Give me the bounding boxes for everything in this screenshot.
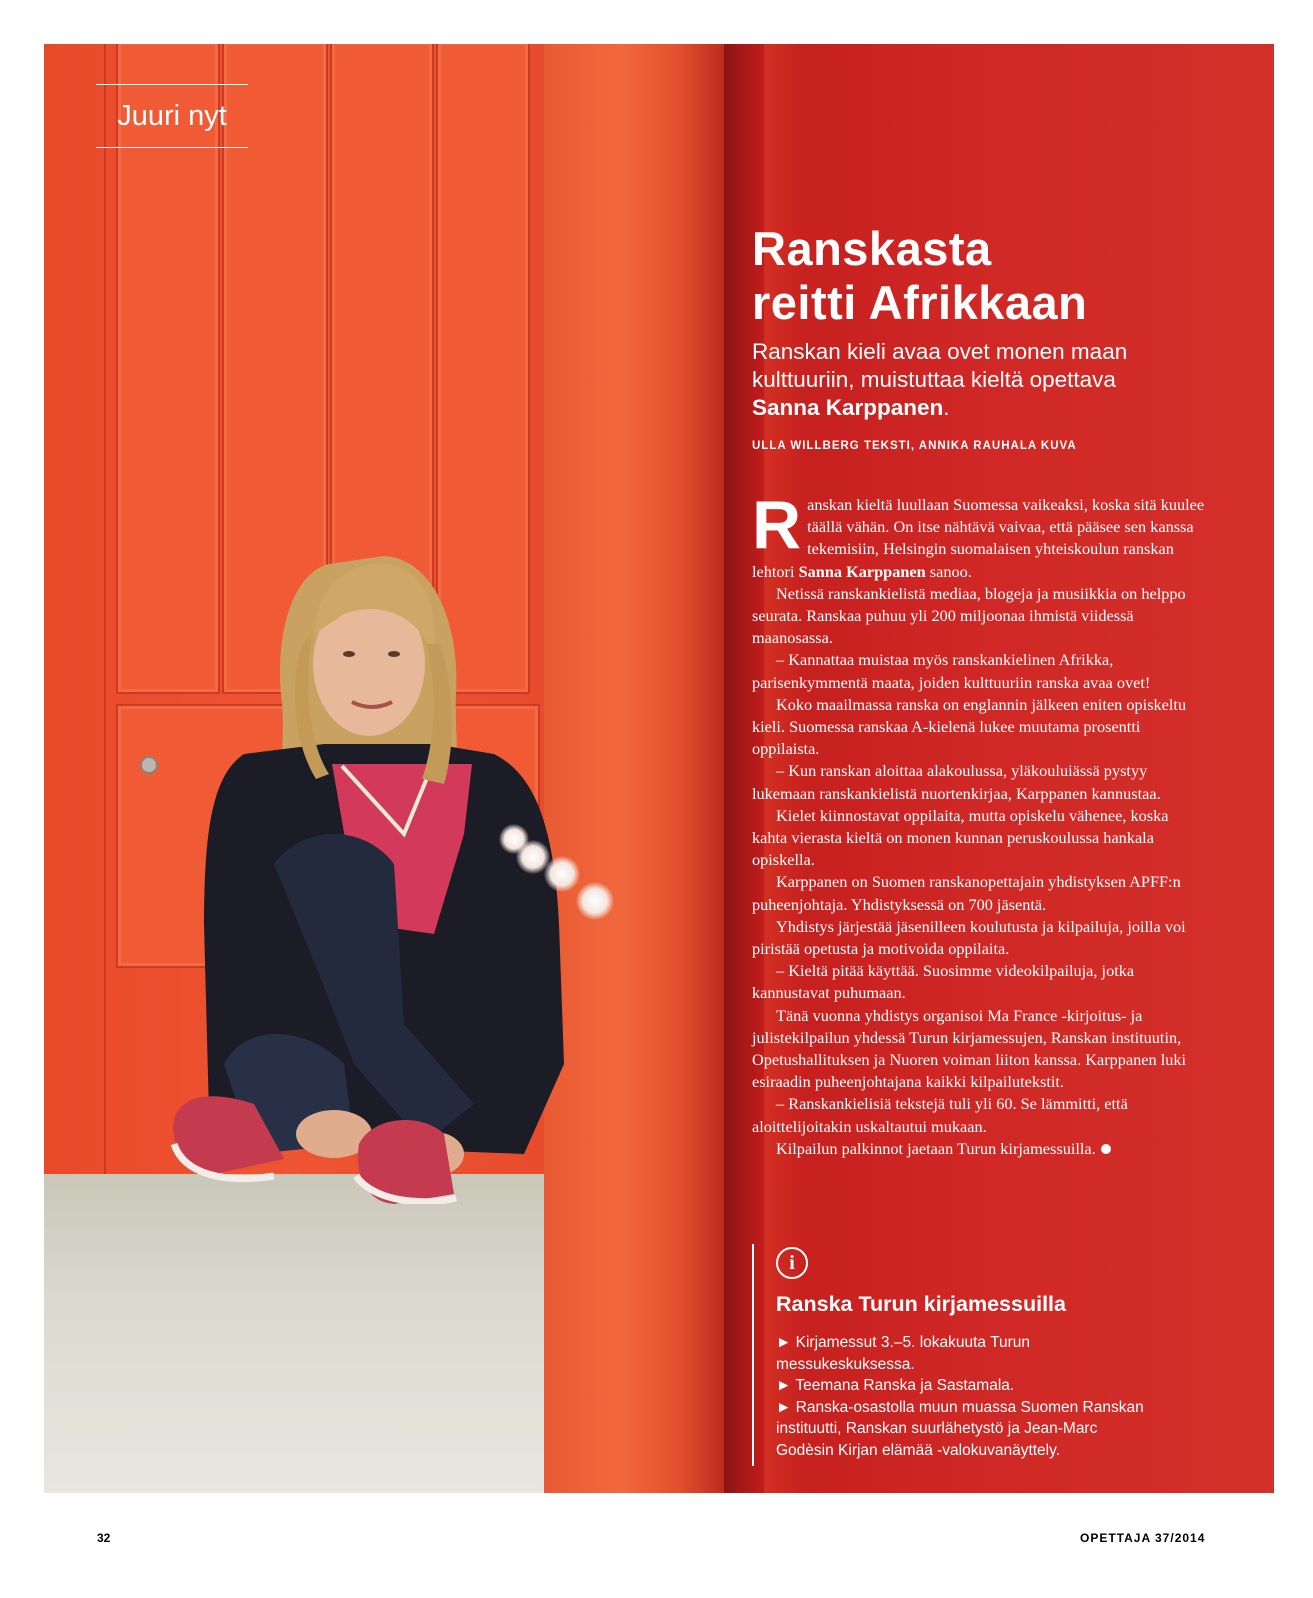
body-paragraph: Yhdistys järjestää jäsenilleen koulutusta ja kilpailuja, joilla voi piristää opetusta ja motivoida oppilaita. (752, 916, 1186, 959)
publication-issue: OPETTAJA 37/2014 (1080, 1531, 1206, 1545)
page-number: 32 (97, 1531, 111, 1545)
byline: ULLA WILLBERG TEKSTI, ANNIKA RAUHALA KUVA (752, 440, 1077, 452)
lead-paragraph (752, 338, 1172, 422)
info-box-title: Ranska Turun kirjamessuilla (776, 1292, 1066, 1316)
lead-text: Ranskan kieli avaa ovet monen maan kulttuuriin, muistuttaa kieltä opettava (752, 339, 1128, 392)
info-list (776, 1332, 1151, 1461)
body-paragraph: – Kieltä pitää käyttää. Suosimme videokilpailuja, jotka kannustavat puhumaan. (752, 961, 1135, 1003)
info-box (752, 1244, 1154, 1466)
bokeh-light (544, 856, 580, 892)
body-text: Kilpailun palkinnot jaetaan Turun kirjamessuilla. (776, 1138, 1096, 1158)
body-text: anskan kieltä luullaan Suomessa vaikeaksi, koska sitä kuulee täällä vähän. On itse nähtävä vaivaa, että pääsee sen kanssa tekemisiin, Helsingin suomalaisen yhteiskoulun ranskan lehtori (752, 495, 1205, 581)
headline-line: Ranskasta (752, 222, 992, 275)
body-paragraph: Koko maailmassa ranska on englannin jälkeen eniten opiskeltu kieli. Suomessa ranskaa A-kielenä lukee muutama prosentti oppilaista. (752, 694, 1187, 759)
body-paragraph (752, 1138, 1206, 1160)
article-body (752, 487, 1206, 1160)
body-paragraph: Netissä ranskankielistä mediaa, blogeja ja musiikkia on helppo seurata. Ranskaa puhuu yli 200 miljoonaa ihmistä viidessä maanosassa. (752, 583, 1186, 648)
body-text: sanoo. (929, 561, 972, 581)
bokeh-light (576, 882, 614, 920)
body-paragraph: Karppanen on Suomen ranskanopettajain yhdistyksen APFF:n puheenjohtaja. Yhdistyksessä on 700 jäsentä. (752, 872, 1181, 914)
body-paragraph: Tänä vuonna yhdistys organisoi Ma France -kirjoitus- ja julistekilpailun yhdessä Turun kirjamessujen, Ranskan instituutin, Opetushallituksen ja Nuoren voiman liiton kanssa. Karppanen luki esiraadin puheenjohtajana kaikki kilpailutekstit. (752, 1005, 1187, 1092)
lead-name: Sanna Karppanen (752, 395, 944, 420)
body-paragraph (752, 487, 1206, 583)
info-list-item: ► Teemana Ranska ja Sastamala. (776, 1377, 1015, 1394)
person-name: Sanna Karppanen (798, 561, 926, 581)
info-icon: i (776, 1247, 808, 1279)
end-mark-icon (1101, 1144, 1111, 1154)
headline-line: reitti Afrikkaan (752, 276, 1088, 329)
info-list-item: ► Kirjamessut 3.–5. lokakuuta Turun messukeskuksessa. (776, 1334, 1030, 1373)
body-paragraph: – Kun ranskan aloittaa alakoulussa, yläkouluiässä pystyy lukemaan ranskankielistä nuortenkirjaa, Karppanen kannustaa. (752, 761, 1161, 803)
body-paragraph: – Ranskankielisiä tekstejä tuli yli 60. Se lämmitti, että aloittelijoitakin uskaltautui mukaan. (752, 1094, 1128, 1136)
headline (752, 222, 1252, 330)
section-label: Juuri nyt (96, 84, 248, 148)
drop-cap: R (752, 487, 802, 563)
lead-end: . (943, 395, 950, 420)
body-paragraph: – Kannattaa muistaa myös ranskankielinen Afrikka, parisenkymmentä maata, joiden kulttuuriin ranska avaa ovet! (752, 650, 1151, 692)
info-list-item: ► Ranska-osastolla muun muassa Suomen Ranskan instituutti, Ranskan suurlähetystö ja Jean-Marc Godèsin Kirjan elämää -valokuvanäyttely. (776, 1398, 1144, 1459)
body-paragraph: Kielet kiinnostavat oppilaita, mutta opiskelu vähenee, koska kahta vierasta kieltä on monen kunnan peruskoulussa hankala opiskella. (752, 805, 1169, 870)
